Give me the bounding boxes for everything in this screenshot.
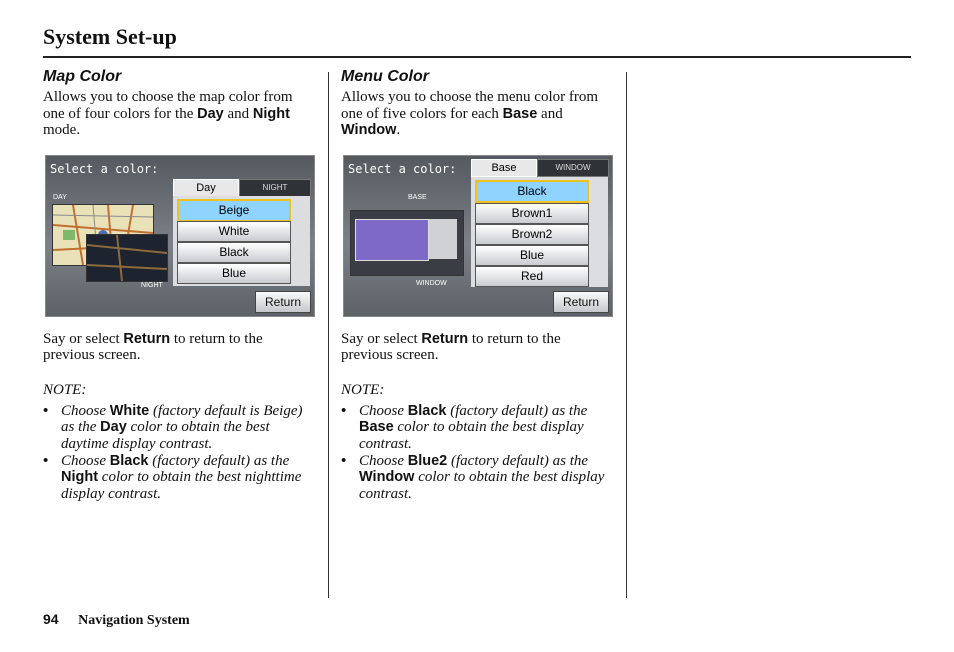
map-color-return-text [43,331,315,364]
keyword: Base [502,105,538,122]
day-label: DAY [53,193,67,201]
list-item [43,403,315,453]
map-color-section [43,68,315,503]
night-map-roads [87,235,167,281]
text-run: Choose [359,402,408,419]
menu-preview-thumbnail [350,210,464,276]
keyword: Black [407,402,447,419]
menu-color-note-label: NOTE: [341,381,385,398]
map-color-heading: Map Color [43,68,122,85]
menu-color-return-text [341,331,613,364]
color-option-white[interactable]: White [177,221,291,242]
keyword: Night [61,469,99,486]
text-run: color to obtain the best nighttime display contrast. [61,469,302,503]
text-run: color to obtain the best daytime display contrast. [61,419,270,452]
tab-base[interactable]: Base [471,159,537,177]
night-map-thumbnail [86,234,168,282]
color-option-blue[interactable]: Blue [177,263,291,284]
text-run: (factory default) as the [148,452,290,469]
menu-color-intro [341,89,613,139]
map-color-notes [43,403,315,503]
window-preview [355,219,429,261]
list-item [43,453,315,503]
keyword: Day [197,105,224,122]
column-divider-2 [626,72,627,598]
text-run: Choose [61,452,110,469]
keyword: Blue2 [407,452,448,469]
text-run: (factory default) as the [446,402,588,419]
base-preview [429,219,457,259]
list-item [341,453,613,503]
map-color-screenshot [45,155,315,317]
keyword: Night [252,105,290,122]
menu-color-heading: Menu Color [341,68,429,85]
keyword: Return [421,330,469,347]
text-run: . [396,122,401,138]
text-run: Say or select [43,330,124,347]
list-item [341,403,613,453]
keyword: Base [359,419,394,436]
menu-color-section [341,68,613,503]
screen-title: Select a color: [348,161,457,176]
screen-title: Select a color: [50,161,159,176]
map-color-intro [43,89,315,139]
text-run: Say or select [341,330,422,347]
map-color-note-label: NOTE: [43,381,87,398]
tab-window[interactable]: WINDOW [537,159,609,177]
text-run: mode. [43,122,81,138]
tab-day[interactable]: Day [173,179,239,197]
return-button[interactable]: Return [255,291,311,313]
keyword: Window [359,469,415,486]
color-option-black[interactable]: Black [475,180,589,203]
return-button[interactable]: Return [553,291,609,313]
night-label: NIGHT [141,281,163,289]
text-run: (factory default) as the [447,452,589,469]
keyword: Window [341,122,397,138]
color-option-beige[interactable]: Beige [177,199,291,222]
text-run: color to obtain the best display contrast. [359,419,584,452]
page-title: System Set-up [43,24,177,49]
page-footer [43,611,190,629]
footer-section: Navigation System [78,613,190,628]
keyword: White [109,402,150,419]
header-rule [43,56,911,58]
color-option-black[interactable]: Black [177,242,291,263]
window-label: WINDOW [416,279,447,287]
text-run: (factory default is Beige) as the [61,402,303,436]
text-run: Allows you to choose the menu color from one of five colors for each [341,89,599,122]
color-option-brown2[interactable]: Brown2 [475,224,589,245]
color-option-red[interactable]: Red [475,266,589,287]
color-option-brown1[interactable]: Brown1 [475,203,589,224]
text-run: and [223,105,253,122]
keyword: Return [123,330,171,347]
color-option-blue[interactable]: Blue [475,245,589,266]
text-run: to return to the previous screen. [341,330,561,363]
menu-color-screenshot [343,155,613,317]
page-number: 94 [43,611,59,627]
text-run: and [537,105,563,122]
text-run: Allows you to choose the map color from one of four colors for the [43,89,293,122]
text-run: color to obtain the best display contrast. [359,469,605,503]
text-run: to return to the previous screen. [43,330,263,363]
menu-color-list [471,177,608,287]
column-divider-1 [328,72,329,598]
keyword: Black [109,452,149,469]
base-label: BASE [408,193,427,201]
menu-color-notes [341,403,613,503]
tab-night[interactable]: NIGHT [239,179,311,197]
map-color-list [173,196,310,286]
text-run: Choose [359,452,408,469]
text-run: Choose [61,402,110,419]
keyword: Day [100,419,127,436]
